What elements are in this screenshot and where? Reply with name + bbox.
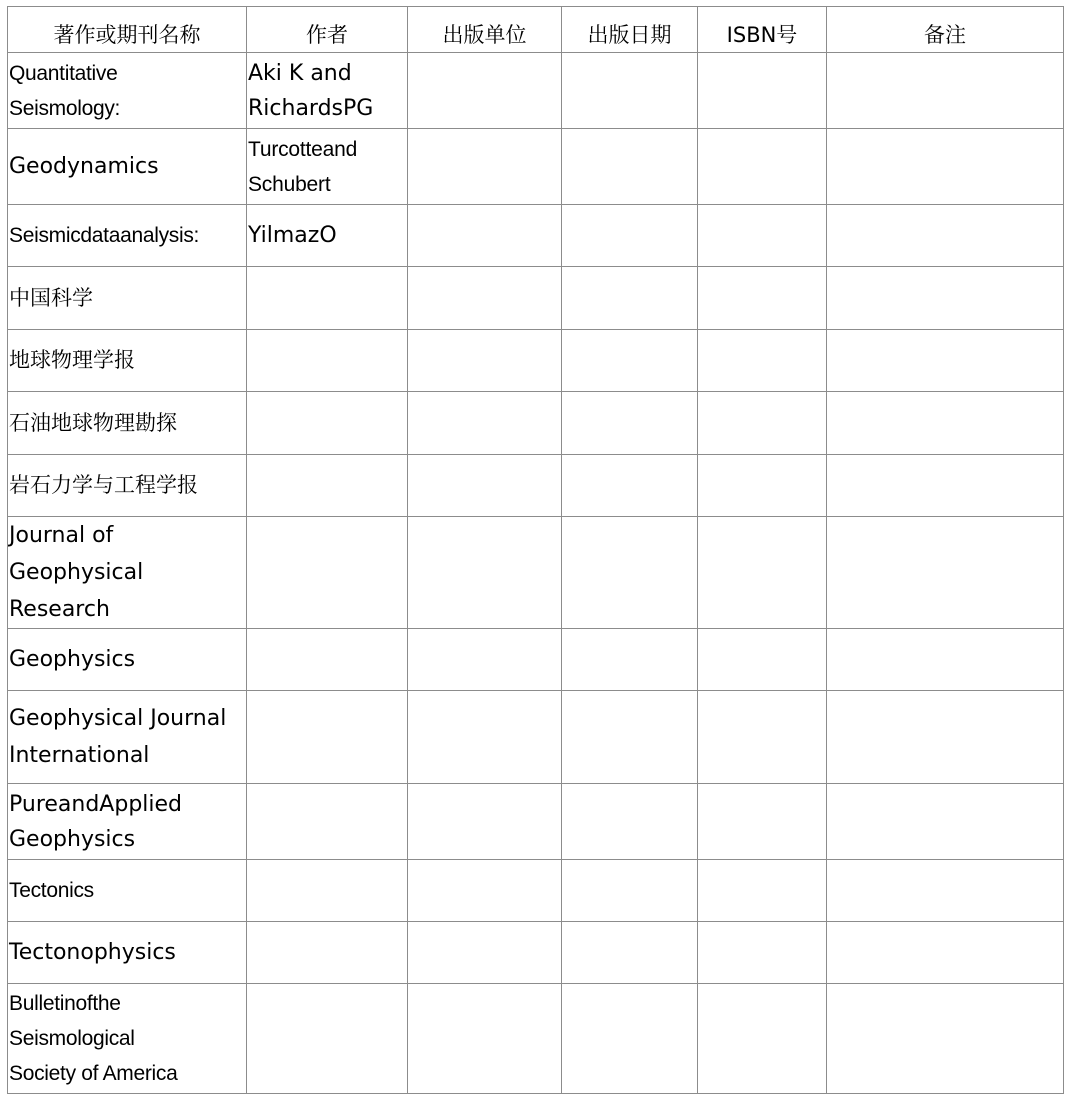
- notes-cell: [827, 53, 1064, 129]
- author-cell: [247, 129, 408, 205]
- author-line: Schubert: [248, 172, 331, 196]
- author-cell: [247, 517, 408, 629]
- notes-cell: [827, 517, 1064, 629]
- publisher-cell: [408, 922, 562, 984]
- title-line: Tectonophysics: [9, 940, 176, 965]
- title-cell: [8, 629, 247, 691]
- publisher-cell: [408, 629, 562, 691]
- notes-cell: [827, 330, 1064, 392]
- header-notes: 备注: [827, 7, 1064, 53]
- title-cell: [8, 455, 247, 517]
- title-line: Seismicdataanalysis:: [9, 224, 200, 247]
- title-line: 地球物理学报: [9, 348, 135, 372]
- publisher-cell: [408, 691, 562, 784]
- date-cell: [562, 784, 698, 860]
- table-row: [8, 984, 1064, 1094]
- title-line: Society of America: [9, 1062, 178, 1085]
- author-cell: [247, 392, 408, 455]
- author-cell: [247, 860, 408, 922]
- isbn-cell: [698, 392, 827, 455]
- isbn-cell: [698, 267, 827, 330]
- publisher-cell: [408, 53, 562, 129]
- title-line: 中国科学: [9, 285, 93, 310]
- date-cell: [562, 691, 698, 784]
- author-cell: [247, 629, 408, 691]
- date-cell: [562, 860, 698, 922]
- title-line: Journal of Geophysical: [9, 523, 144, 585]
- author-cell: [247, 330, 408, 392]
- notes-cell: [827, 860, 1064, 922]
- date-cell: [562, 53, 698, 129]
- table-row: [8, 629, 1064, 691]
- publisher-cell: [408, 392, 562, 455]
- author-cell: [247, 53, 408, 129]
- isbn-cell: [698, 784, 827, 860]
- title-line: Seismology:: [9, 96, 121, 120]
- title-line: Geophysical Journal: [9, 706, 227, 731]
- notes-cell: [827, 129, 1064, 205]
- publisher-cell: [408, 984, 562, 1094]
- header-date: 出版日期: [562, 7, 698, 53]
- header-row: [8, 7, 1064, 53]
- isbn-cell: [698, 455, 827, 517]
- header-isbn: ISBN号: [698, 7, 827, 53]
- publisher-cell: [408, 860, 562, 922]
- publisher-cell: [408, 784, 562, 860]
- title-cell: [8, 784, 247, 860]
- table-row: [8, 330, 1064, 392]
- title-cell: [8, 205, 247, 267]
- isbn-cell: [698, 860, 827, 922]
- notes-cell: [827, 691, 1064, 784]
- publisher-cell: [408, 455, 562, 517]
- date-cell: [562, 629, 698, 691]
- publisher-cell: [408, 205, 562, 267]
- date-cell: [562, 922, 698, 984]
- author-line: YilmazO: [248, 223, 337, 248]
- isbn-cell: [698, 691, 827, 784]
- author-cell: [247, 205, 408, 267]
- title-line: Research: [9, 597, 110, 622]
- author-line: RichardsPG: [248, 95, 374, 121]
- title-cell: [8, 691, 247, 784]
- date-cell: [562, 129, 698, 205]
- author-cell: [247, 691, 408, 784]
- title-line: 石油地球物理勘探: [9, 410, 177, 435]
- table-row: [8, 129, 1064, 205]
- title-line: Bulletinofthe: [9, 992, 121, 1015]
- header-author: 作者: [247, 7, 408, 53]
- publisher-cell: [408, 517, 562, 629]
- table-row: [8, 922, 1064, 984]
- title-cell: [8, 129, 247, 205]
- isbn-cell: [698, 53, 827, 129]
- author-line: Aki K and: [248, 60, 352, 86]
- title-cell: [8, 860, 247, 922]
- title-cell: [8, 984, 247, 1094]
- author-cell: [247, 922, 408, 984]
- title-line: Quantitative: [9, 61, 118, 85]
- date-cell: [562, 455, 698, 517]
- title-line: International: [9, 743, 150, 768]
- isbn-cell: [698, 984, 827, 1094]
- notes-cell: [827, 455, 1064, 517]
- notes-cell: [827, 922, 1064, 984]
- title-cell: [8, 267, 247, 330]
- publisher-cell: [408, 330, 562, 392]
- header-publisher: 出版单位: [408, 7, 562, 53]
- reference-table: [7, 6, 1064, 1094]
- author-cell: [247, 984, 408, 1094]
- table-row: [8, 267, 1064, 330]
- author-cell: [247, 267, 408, 330]
- title-line: Tectonics: [9, 879, 94, 902]
- isbn-cell: [698, 205, 827, 267]
- title-line: PureandApplied: [9, 791, 183, 817]
- title-line: Seismological: [9, 1027, 135, 1050]
- notes-cell: [827, 392, 1064, 455]
- title-cell: [8, 53, 247, 129]
- table-row: [8, 860, 1064, 922]
- title-cell: [8, 922, 247, 984]
- publisher-cell: [408, 267, 562, 330]
- title-line: Geophysics: [9, 647, 136, 672]
- date-cell: [562, 330, 698, 392]
- title-line: 岩石力学与工程学报: [9, 473, 198, 497]
- table-row: [8, 784, 1064, 860]
- notes-cell: [827, 984, 1064, 1094]
- table-row: [8, 517, 1064, 629]
- date-cell: [562, 984, 698, 1094]
- isbn-cell: [698, 517, 827, 629]
- table-row: [8, 691, 1064, 784]
- title-cell: [8, 517, 247, 629]
- date-cell: [562, 205, 698, 267]
- table-row: [8, 53, 1064, 129]
- notes-cell: [827, 629, 1064, 691]
- isbn-cell: [698, 330, 827, 392]
- notes-cell: [827, 784, 1064, 860]
- date-cell: [562, 267, 698, 330]
- author-cell: [247, 784, 408, 860]
- title-line: Geophysics: [9, 826, 136, 852]
- publisher-cell: [408, 129, 562, 205]
- notes-cell: [827, 267, 1064, 330]
- date-cell: [562, 392, 698, 455]
- isbn-cell: [698, 629, 827, 691]
- date-cell: [562, 517, 698, 629]
- author-line: Turcotteand: [248, 137, 358, 161]
- title-cell: [8, 330, 247, 392]
- isbn-cell: [698, 129, 827, 205]
- author-cell: [247, 455, 408, 517]
- title-line: Geodynamics: [9, 154, 159, 179]
- header-title: 著作或期刊名称: [8, 7, 247, 53]
- table-row: [8, 392, 1064, 455]
- table-row: [8, 455, 1064, 517]
- notes-cell: [827, 205, 1064, 267]
- isbn-cell: [698, 922, 827, 984]
- table-row: [8, 205, 1064, 267]
- title-cell: [8, 392, 247, 455]
